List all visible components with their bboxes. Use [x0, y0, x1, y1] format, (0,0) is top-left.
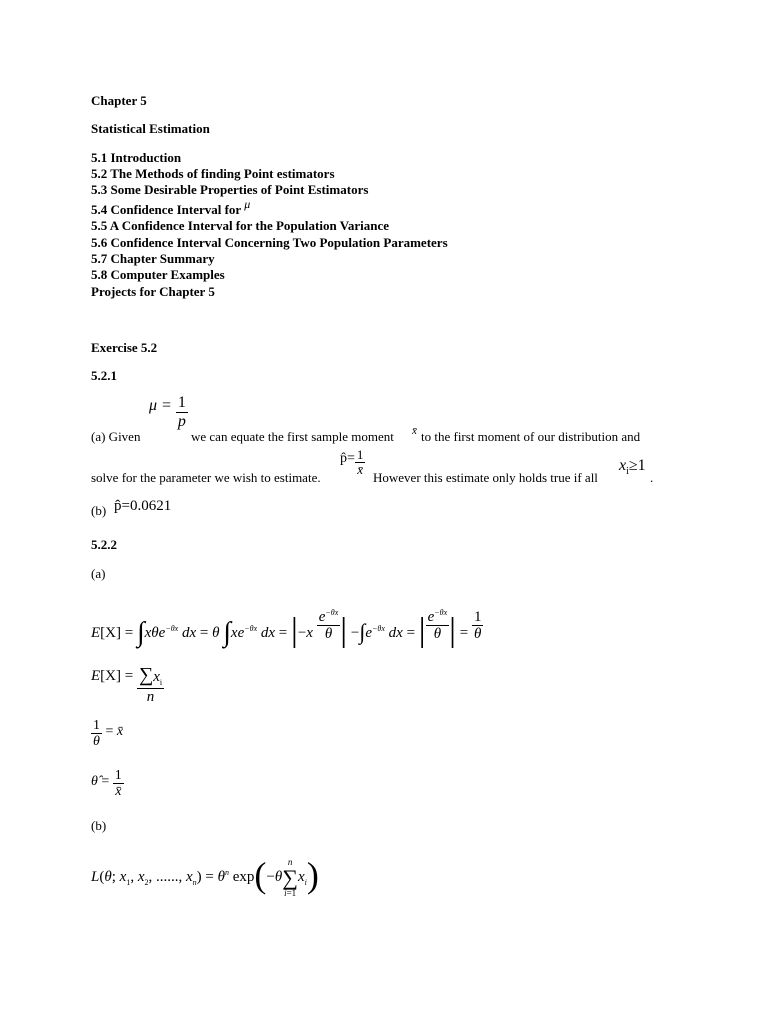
equation-sample-mean: E[X] = $\frac{\sum x_i}{n}$ — [91, 664, 163, 705]
section-5-2-1: 5.2.1 — [91, 368, 117, 383]
toc-item: 5.1 Introduction — [91, 150, 182, 165]
toc-item: 5.2 The Methods of finding Point estimators — [91, 166, 335, 181]
chapter-title: Statistical Estimation — [91, 121, 210, 136]
equation-expectation-integral: E[X] = ∫xθe$^{-\theta x}$ dx = θ $\int xe^{-\theta x}$ dx = |−x $\frac{e^{-\theta x}}{\theta}$ | $-\int e^{-\theta x}$ dx = | $\frac{e^{-\theta x}}{\theta}$ | = $\frac{1}{\theta}$ — [91, 607, 482, 649]
text-equate: we can equate the first sample moment — [191, 429, 394, 444]
x-bar-symbol: x̄ — [412, 425, 417, 437]
toc-item — [91, 197, 251, 218]
exercise-heading: Exercise 5.2 — [91, 340, 158, 355]
equation-likelihood: L(θ; $x_1$, $x_2$, ......, $x_n) = \theta^n$ exp(−θ n ∑ i=1 $x_i$) — [91, 855, 319, 898]
p-hat-value: p̂=0.0621 — [114, 498, 172, 514]
toc-item-label: 5.4 Confidence Interval for — [91, 202, 241, 217]
toc-item: Projects for Chapter 5 — [91, 284, 215, 299]
toc-item: 5.5 A Confidence Interval for the Population Variance — [91, 218, 390, 233]
toc-item: 5.3 Some Desirable Properties of Point Estimators — [91, 182, 369, 197]
label-a: (a) — [91, 566, 106, 581]
mu-symbol: μ — [244, 197, 251, 211]
section-5-2-2: 5.2.2 — [91, 537, 117, 552]
label-b2: (b) — [91, 818, 107, 833]
equation-theta-hat: θ̂ = $\frac{1}{x̄}$ — [91, 768, 122, 800]
toc-item: 5.8 Computer Examples — [91, 267, 225, 282]
equation-theta-reciprocal: $\frac{1}{\theta}$ = x̄ — [93, 718, 124, 750]
equation-xi-geq-1: $x_i\ge 1$ — [619, 457, 646, 478]
equation-mu-1-over-p: μ = $\frac{1}{p}$ — [149, 394, 186, 430]
text-first-moment: to the first moment of our distribution and — [421, 429, 641, 444]
text-however: However this estimate only holds true if all — [373, 470, 598, 485]
label-b: (b) — [91, 503, 107, 518]
text-given: (a) Given — [91, 429, 141, 444]
toc-item: 5.6 Confidence Interval Concerning Two Population Parameters — [91, 235, 448, 250]
equation-p-hat: p̂= $\frac{1}{x̄}$ — [340, 447, 364, 478]
text-solve: solve for the parameter we wish to estimate. — [91, 470, 321, 485]
toc-item: 5.7 Chapter Summary — [91, 251, 215, 266]
chapter-label: Chapter 5 — [91, 93, 147, 108]
